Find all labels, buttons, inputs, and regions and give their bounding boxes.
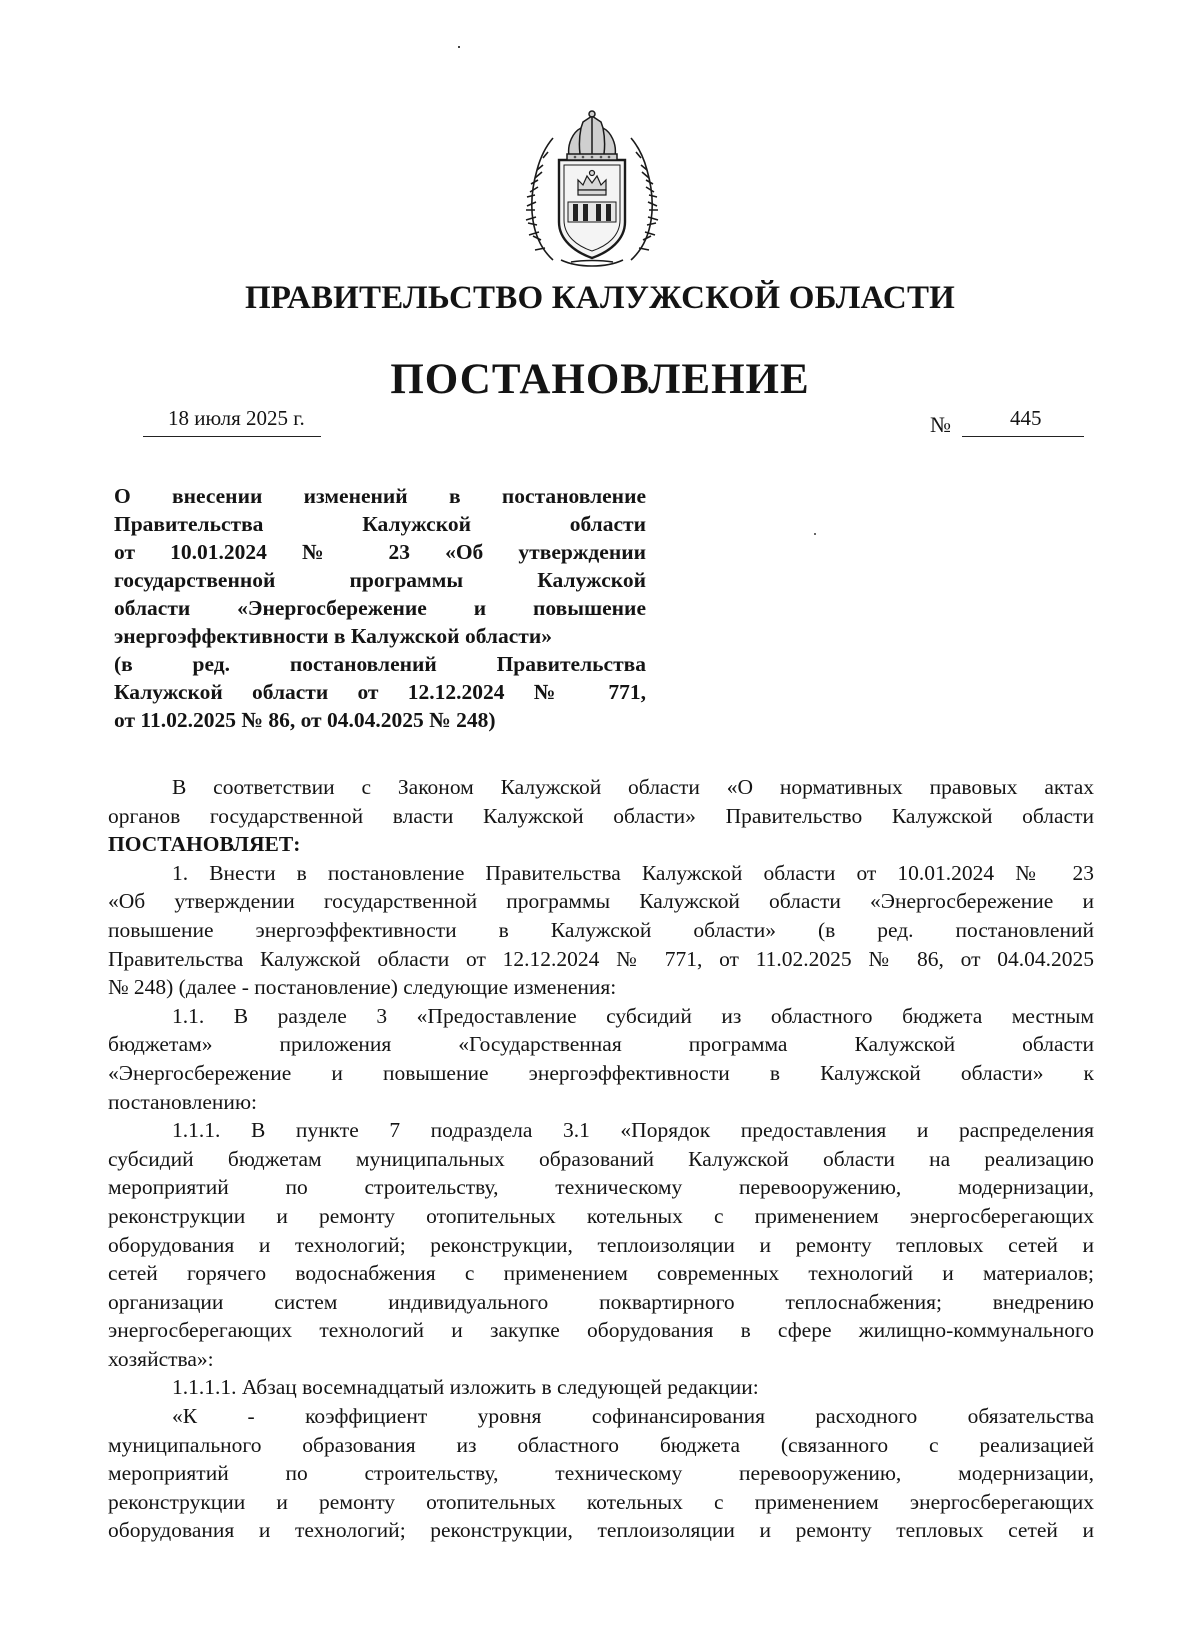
subject-line: энергоэффективности в Калужской области» [114, 624, 552, 648]
body-line: повышение энергоэффективности в Калужской области» (в ред. постановлений [108, 917, 1094, 942]
subject-line: от 11.02.2025 № 86, от 04.04.2025 № 248) [114, 708, 496, 732]
organization-title: ПРАВИТЕЛЬСТВО КАЛУЖСКОЙ ОБЛАСТИ [244, 280, 956, 316]
document-type-title: ПОСТАНОВЛЕНИЕ [390, 356, 810, 403]
subject-line: от 10.01.2024 № 23 «Об утверждении [114, 540, 646, 564]
body-line: хозяйства»: [108, 1346, 214, 1371]
body-line: энергосберегающих технологий и закупке оборудования в сфере жилищно-коммунального [108, 1318, 1094, 1343]
document-subject [114, 482, 646, 734]
number-sign: № [930, 412, 951, 437]
body-line: бюджетам» приложения «Государственная программа Калужской области [108, 1032, 1094, 1057]
body-line: «Об утверждении государственной программы Калужской области «Энергосбережение и [108, 889, 1094, 914]
body-line: мероприятий по строительству, техническому перевооружению, модернизации, [108, 1461, 1094, 1486]
body-line: реконструкции и ремонту отопительных котельных с применением энергосберегающих [108, 1489, 1094, 1514]
body-line: 1.1. В разделе 3 «Предоставление субсидий из областного бюджета местным [172, 1003, 1094, 1028]
subject-line: Калужской области от 12.12.2024 № 771, [114, 680, 646, 704]
body-line: мероприятий по строительству, техническому перевооружению, модернизации, [108, 1175, 1094, 1200]
body-line: организации систем индивидуального поквартирного теплоснабжения; внедрению [108, 1289, 1094, 1314]
coat-of-arms-icon [523, 110, 661, 270]
body-line: 1.1.1.1. Абзац восемнадцатый изложить в следующей редакции: [172, 1375, 759, 1400]
scan-speck [458, 46, 460, 48]
number-underline [962, 436, 1084, 437]
subject-line: Правительства Калужской области [114, 512, 646, 536]
document-date: 18 июля 2025 г. [168, 406, 305, 430]
scan-speck [814, 533, 816, 535]
body-line: органов государственной власти Калужской области» Правительство Калужской области [108, 803, 1094, 828]
body-line: реконструкции и ремонту отопительных котельных с применением энергосберегающих [108, 1203, 1094, 1228]
date-underline [143, 436, 321, 437]
body-line: оборудования и технологий; реконструкции, теплоизоляции и ремонту тепловых сетей и [108, 1518, 1094, 1543]
subject-line: государственной программы Калужской [114, 568, 646, 592]
body-line: сетей горячего водоснабжения с применением современных технологий и материалов; [108, 1261, 1094, 1286]
body-line: 1. Внести в постановление Правительства Калужской области от 10.01.2024 № 23 [172, 860, 1094, 885]
subject-line: области «Энергосбережение и повышение [114, 596, 646, 620]
body-line: «К - коэффициент уровня софинансирования расходного обязательства [172, 1404, 1094, 1429]
subject-line: О внесении изменений в постановление [114, 484, 646, 508]
body-line-resolves: ПОСТАНОВЛЯЕТ: [108, 832, 301, 857]
document-number: 445 [1010, 406, 1042, 430]
body-line: оборудования и технологий; реконструкции, теплоизоляции и ремонту тепловых сетей и [108, 1232, 1094, 1257]
body-line: постановлению: [108, 1089, 257, 1114]
document-body [108, 773, 1094, 1545]
body-line: «Энергосбережение и повышение энергоэффективности в Калужской области» к [108, 1060, 1094, 1085]
body-line: № 248) (далее - постановление) следующие изменения: [108, 975, 617, 1000]
body-line: Правительства Калужской области от 12.12.2024 № 771, от 11.02.2025 № 86, от 04.04.2025 [108, 946, 1094, 971]
body-line: субсидий бюджетам муниципальных образований Калужской области на реализацию [108, 1146, 1094, 1171]
body-line: В соответствии с Законом Калужской области «О нормативных правовых актах [172, 775, 1094, 799]
body-line: 1.1.1. В пункте 7 подраздела 3.1 «Порядок предоставления и распределения [172, 1118, 1094, 1143]
body-line: муниципального образования из областного бюджета (связанного с реализацией [108, 1432, 1094, 1457]
subject-line: (в ред. постановлений Правительства [114, 652, 646, 676]
